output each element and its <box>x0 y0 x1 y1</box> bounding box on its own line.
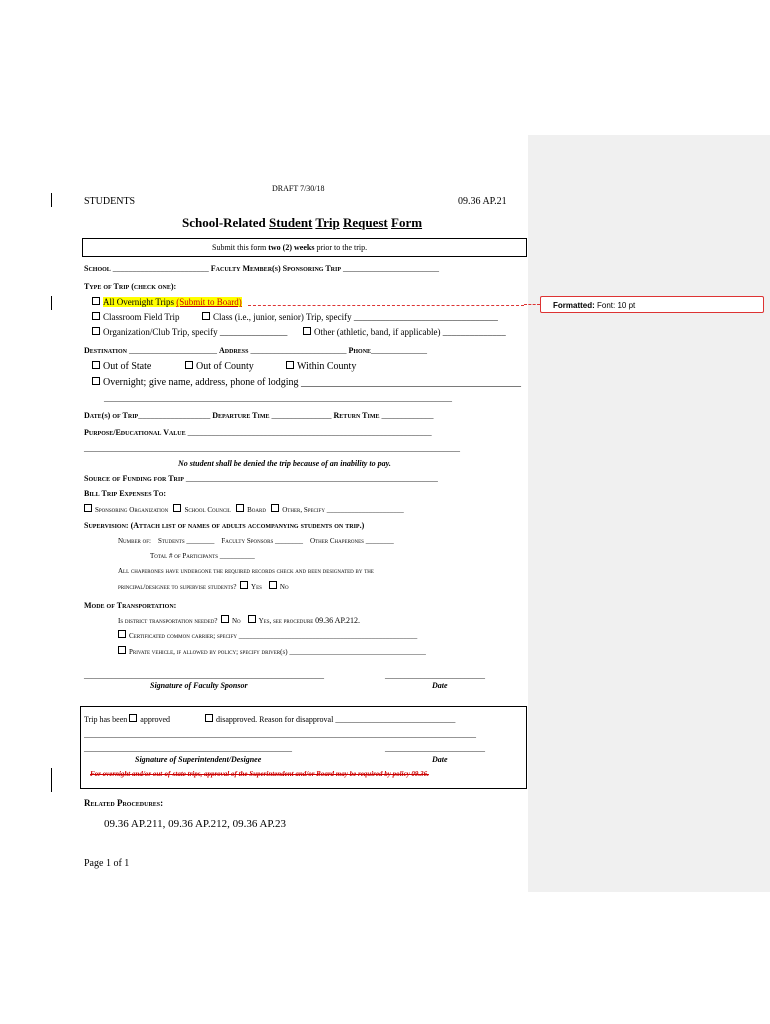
students-blank[interactable]: ________ <box>186 537 215 545</box>
dates-blank[interactable]: __________________ <box>138 411 211 420</box>
phone-label: Phone <box>348 346 372 355</box>
checkbox-icon[interactable] <box>173 504 181 512</box>
checkbox-icon[interactable] <box>118 630 126 638</box>
purpose-blank-2[interactable]: ______________________________________________________________________________________________ <box>84 444 460 453</box>
checkbox-icon[interactable] <box>92 361 100 369</box>
comment-label: Formatted: <box>553 301 595 310</box>
draft-date: DRAFT 7/30/18 <box>272 184 325 193</box>
checkbox-icon[interactable] <box>205 714 213 722</box>
checkbox-icon[interactable] <box>236 504 244 512</box>
superintendent-signature-line[interactable]: ____________________________________________________ <box>84 744 292 753</box>
transport-heading: Mode of Transportation: <box>84 601 177 610</box>
no-denial-note: No student shall be denied the trip because of an inability to pay. <box>178 459 391 468</box>
out-county-label: Out of County <box>196 361 254 372</box>
within-county-label: Within County <box>297 361 357 372</box>
purpose-line <box>84 428 432 437</box>
loc-within-county[interactable] <box>286 361 356 372</box>
district-no[interactable]: No <box>231 617 241 625</box>
title-part: Student <box>269 215 313 230</box>
checkbox-icon[interactable] <box>240 581 248 589</box>
funding-label: Source of Funding for Trip <box>84 474 184 483</box>
bill-other-blank[interactable]: ______________________ <box>326 506 404 514</box>
checkbox-icon[interactable] <box>118 646 126 654</box>
superintendent-date-line[interactable]: _________________________ <box>385 744 485 753</box>
private-blank[interactable]: _______________________________________ <box>289 648 426 656</box>
comment-connector-line <box>248 305 524 307</box>
overnight-note: (Submit to Board) <box>176 297 242 307</box>
procedure-code: 09.36 AP.21 <box>458 196 507 207</box>
faculty-label: Faculty Member(s) Sponsoring Trip <box>210 264 341 273</box>
trip-field[interactable] <box>92 312 180 322</box>
checkbox-icon[interactable] <box>84 504 92 512</box>
change-bar <box>51 768 52 792</box>
funding-line <box>84 474 438 483</box>
supervision-heading: Supervision: (Attach list of names of adults accompanying students on trip.) <box>84 521 365 530</box>
related-list: 09.36 AP.211, 09.36 AP.212, 09.36 AP.23 <box>104 818 287 830</box>
private-vehicle <box>118 646 426 656</box>
supervision-counts <box>118 537 394 545</box>
phone-blank[interactable]: ______________ <box>371 346 428 355</box>
trip-class[interactable] <box>202 312 498 322</box>
carrier-label[interactable]: Certificated common carrier; specify <box>129 632 237 640</box>
address-label: Address <box>219 346 249 355</box>
checkbox-icon[interactable] <box>269 581 277 589</box>
checkbox-icon[interactable] <box>271 504 279 512</box>
records-yes[interactable]: Yes <box>251 583 262 591</box>
overnight-label: All Overnight Trips <box>103 297 175 307</box>
type-heading: Type of Trip (check one): <box>84 282 177 291</box>
carrier-blank[interactable]: ___________________________________________________ <box>238 632 418 640</box>
loc-out-county[interactable] <box>185 361 254 372</box>
school-label: School <box>84 264 111 273</box>
bill-council[interactable]: School Council <box>184 506 231 514</box>
title-part: Trip <box>315 215 340 230</box>
formatting-comment[interactable] <box>540 296 764 313</box>
chaperones-label: Other Chaperones <box>309 537 364 545</box>
approval-blank[interactable]: __________________________________________________________________________________________________ <box>84 730 476 739</box>
trip-overnight[interactable] <box>92 297 242 307</box>
faculty-sponsors-blank[interactable]: ________ <box>274 537 303 545</box>
checkbox-icon[interactable] <box>286 361 294 369</box>
purpose-blank[interactable]: _____________________________________________________________ <box>187 428 432 437</box>
bill-heading: Bill Trip Expenses To: <box>84 489 167 498</box>
approved-option[interactable]: approved <box>140 715 171 724</box>
org-label: Organization/Club Trip, specify _______________ <box>103 327 288 337</box>
disapproved-option[interactable]: disapproved. Reason for disapproval <box>216 715 334 724</box>
district-yes-code: 09.36 AP.212. <box>315 616 361 625</box>
funding-blank[interactable]: _______________________________________________________________ <box>185 474 438 483</box>
struck-policy-note: For overnight and/or out-of-state trips, approval of the Superintendent and/or Board may be required by policy 09.36. <box>90 770 429 778</box>
chaperones-blank[interactable]: ________ <box>365 537 394 545</box>
departure-label: Departure Time <box>212 411 270 420</box>
superintendent-signature-label: Signature of Superintendent/Designee <box>135 755 262 764</box>
dates-label: Date(s) of Trip <box>84 411 139 420</box>
lodging-label: Overnight; give name, address, phone of lodging ____________________________________________ <box>103 377 522 388</box>
class-label: Class (i.e., junior, senior) Trip, specify ________________________________ <box>213 312 498 322</box>
faculty-date-label: Date <box>432 681 448 690</box>
comment-text: Font: 10 pt <box>594 301 636 310</box>
records-check-line1: All chaperones have undergone the required records check and been designated by the <box>118 567 374 575</box>
records-q: principal/designee to supervise students? <box>118 583 237 591</box>
checkbox-icon[interactable] <box>92 312 100 320</box>
checkbox-icon[interactable] <box>248 615 256 623</box>
change-bar <box>51 296 52 310</box>
trip-other[interactable] <box>303 327 506 337</box>
destination-blank[interactable]: ______________________ <box>129 346 218 355</box>
bill-other[interactable]: Other, Specify <box>282 506 325 514</box>
other-label: Other (athletic, band, if applicable) ______________ <box>314 327 506 337</box>
overnight-lodging[interactable] <box>92 377 521 388</box>
students-label: Students <box>157 537 185 545</box>
school-blank[interactable]: ________________________ <box>112 264 209 273</box>
has-been-label: Trip has been <box>84 715 128 724</box>
field-label: Classroom Field Trip <box>103 312 180 322</box>
purpose-label: Purpose/Educational Value <box>84 428 186 437</box>
faculty-signature-line[interactable]: ____________________________________________________________ <box>84 671 324 680</box>
total-blank[interactable]: __________ <box>219 552 255 560</box>
approval-line <box>84 714 170 724</box>
common-carrier <box>118 630 417 640</box>
form-title <box>182 215 422 231</box>
superintendent-date-label: Date <box>432 755 448 764</box>
return-label: Return Time <box>333 411 380 420</box>
notice-post: prior to the trip. <box>314 243 368 252</box>
faculty-date-line[interactable]: _________________________ <box>385 671 485 680</box>
related-heading: Related Procedures: <box>84 798 164 808</box>
section-name: STUDENTS <box>84 196 136 207</box>
page-number: Page 1 of 1 <box>84 858 130 869</box>
bill-sponsoring[interactable]: Sponsoring Organization <box>95 506 169 514</box>
destination-label: Destination <box>84 346 128 355</box>
checkbox-icon[interactable] <box>129 714 137 722</box>
checkbox-icon[interactable] <box>92 377 100 385</box>
private-label[interactable]: Private vehicle, if allowed by policy; specify driver(s) <box>129 648 288 656</box>
out-state-label: Out of State <box>103 361 152 372</box>
faculty-blank[interactable]: ________________________ <box>343 264 439 273</box>
checkbox-icon[interactable] <box>185 361 193 369</box>
checkbox-icon[interactable] <box>92 327 100 335</box>
checkbox-icon[interactable] <box>221 615 229 623</box>
notice-bold: two (2) weeks <box>268 243 315 252</box>
records-no[interactable]: No <box>279 583 289 591</box>
checkbox-icon[interactable] <box>202 312 210 320</box>
checkbox-icon[interactable] <box>303 327 311 335</box>
address-blank[interactable]: ________________________ <box>250 346 347 355</box>
total-participants <box>150 552 255 560</box>
notice-pre: Submit this form <box>212 243 269 252</box>
title-part: Form <box>391 215 423 230</box>
change-bar <box>51 193 52 207</box>
district-transport <box>118 615 360 625</box>
bill-options <box>84 504 404 514</box>
school-line <box>84 264 439 273</box>
comments-pane <box>528 135 770 892</box>
district-yes[interactable]: Yes, see procedure <box>258 617 314 625</box>
records-check-line2 <box>118 581 289 591</box>
loc-out-state[interactable] <box>92 361 151 372</box>
checkbox-icon[interactable] <box>92 297 100 305</box>
district-q: Is district transportation needed? <box>118 617 218 625</box>
departure-blank[interactable]: _______________ <box>271 411 332 420</box>
number-of-label: Number of: <box>118 537 151 545</box>
reason-blank[interactable]: ______________________________ <box>335 715 456 724</box>
total-label: Total # of Participants <box>150 552 218 560</box>
faculty-sponsors-label: Faculty Sponsors <box>221 537 274 545</box>
comment-connector <box>524 304 540 306</box>
title-part: School-Related <box>182 215 270 230</box>
faculty-signature-label: Signature of Faculty Sponsor <box>150 681 248 690</box>
bill-board[interactable]: Board <box>247 506 266 514</box>
destination-line <box>84 346 427 355</box>
trip-org[interactable] <box>92 327 287 337</box>
title-part: Request <box>342 215 388 230</box>
return-blank[interactable]: _____________ <box>381 411 434 420</box>
notice-text <box>212 243 367 252</box>
dates-line <box>84 411 434 420</box>
disapproval-line <box>205 714 455 724</box>
lodging-blank[interactable]: _______________________________________________________________________________________ <box>104 394 452 403</box>
